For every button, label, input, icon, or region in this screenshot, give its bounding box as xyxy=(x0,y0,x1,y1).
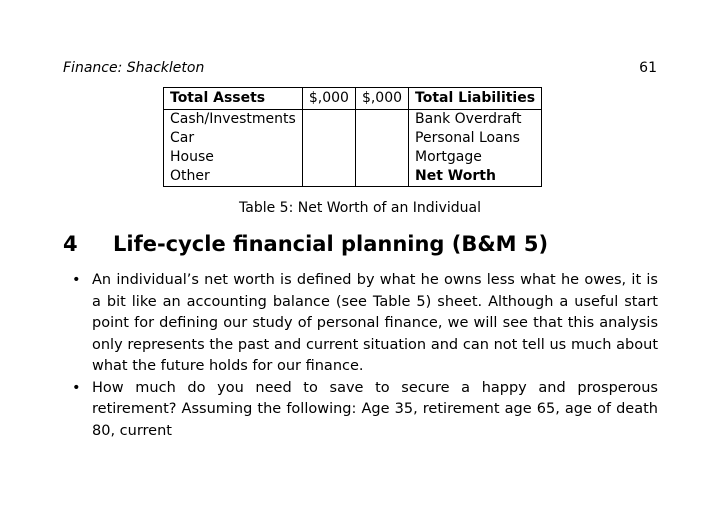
amount-cell xyxy=(355,148,408,167)
page-header xyxy=(63,60,657,80)
list-item-text: An individual’s net worth is defined by what he owns less what he owes, it is a bit like an accounting balance (see Table 5) sheet. Although a useful start point for defining our study of personal finance, we will see that this analysis only represents the past and current situation and can not tell us much about what the future holds for our finance. xyxy=(92,272,658,374)
col-amount-2: $,000 xyxy=(355,88,408,110)
section-heading xyxy=(63,232,548,256)
section-number: 4 xyxy=(63,232,78,256)
col-total-liabilities: Total Liabilities xyxy=(409,88,542,110)
amount-cell xyxy=(302,148,355,167)
table-row xyxy=(164,129,542,148)
amount-cell xyxy=(355,110,408,130)
table-row xyxy=(164,148,542,167)
list-item xyxy=(63,270,658,378)
amount-cell xyxy=(355,167,408,187)
amount-cell xyxy=(302,129,355,148)
liability-cell: Bank Overdraft xyxy=(409,110,542,130)
liability-cell: Mortgage xyxy=(409,148,542,167)
page-number: 61 xyxy=(639,60,657,76)
liability-cell: Personal Loans xyxy=(409,129,542,148)
asset-cell: Cash/Investments xyxy=(164,110,303,130)
list-item xyxy=(63,378,658,443)
net-worth-table xyxy=(163,87,542,187)
running-title: Finance: Shackleton xyxy=(63,60,205,76)
table-row xyxy=(164,110,542,130)
amount-cell xyxy=(302,167,355,187)
asset-cell: Car xyxy=(164,129,303,148)
table-caption: Table 5: Net Worth of an Individual xyxy=(239,200,481,216)
section-title: Life-cycle financial planning (B&M 5) xyxy=(113,232,549,256)
net-worth-cell: Net Worth xyxy=(409,167,542,187)
asset-cell: Other xyxy=(164,167,303,187)
amount-cell xyxy=(302,110,355,130)
amount-cell xyxy=(355,129,408,148)
table-header-row xyxy=(164,88,542,110)
table-row xyxy=(164,167,542,187)
bullet-list xyxy=(63,270,658,442)
col-total-assets: Total Assets xyxy=(164,88,303,110)
list-item-text: How much do you need to save to secure a happy and prosperous retirement? Assuming the following: Age 35, retirement age 65, age of death 80, current xyxy=(92,379,658,439)
bullet-icon: • xyxy=(72,379,81,396)
asset-cell: House xyxy=(164,148,303,167)
bullet-icon: • xyxy=(72,272,81,288)
col-amount-1: $,000 xyxy=(302,88,355,110)
